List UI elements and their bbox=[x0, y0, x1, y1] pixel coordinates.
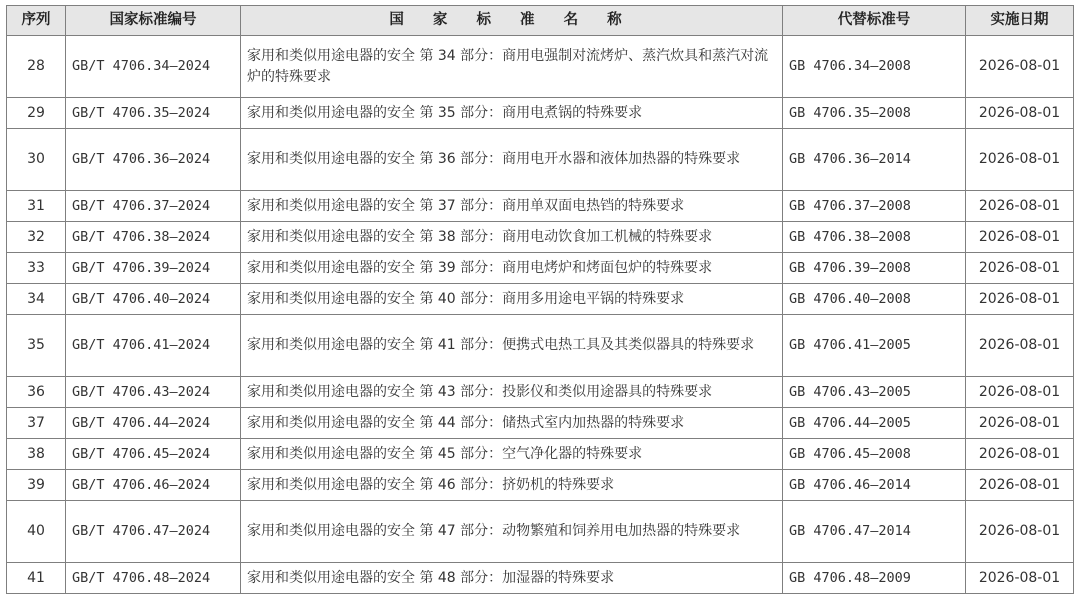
row-standard-number: GB/T 4706.38—2024 bbox=[66, 222, 241, 253]
row-seq: 35 bbox=[7, 315, 66, 377]
row-replaced-standard: GB 4706.46—2014 bbox=[783, 470, 966, 501]
row-replaced-standard: GB 4706.37—2008 bbox=[783, 191, 966, 222]
row-standard-name: 家用和类似用途电器的安全 第 39 部分：商用电烤炉和烤面包炉的特殊要求 bbox=[241, 253, 783, 284]
row-standard-name: 家用和类似用途电器的安全 第 46 部分：挤奶机的特殊要求 bbox=[241, 470, 783, 501]
row-standard-name: 家用和类似用途电器的安全 第 48 部分：加湿器的特殊要求 bbox=[241, 563, 783, 594]
header-standard-name: 国 家 标 准 名 称 bbox=[241, 6, 783, 36]
row-seq: 32 bbox=[7, 222, 66, 253]
row-replaced-standard: GB 4706.48—2009 bbox=[783, 563, 966, 594]
row-standard-name: 家用和类似用途电器的安全 第 47 部分：动物繁殖和饲养用电加热器的特殊要求 bbox=[241, 501, 783, 563]
row-implementation-date: 2026-08-01 bbox=[966, 284, 1074, 315]
header-seq: 序列 bbox=[7, 6, 66, 36]
row-seq: 38 bbox=[7, 439, 66, 470]
row-implementation-date: 2026-08-01 bbox=[966, 129, 1074, 191]
row-seq: 36 bbox=[7, 377, 66, 408]
row-implementation-date: 2026-08-01 bbox=[966, 36, 1074, 98]
row-replaced-standard: GB 4706.45—2008 bbox=[783, 439, 966, 470]
row-replaced-standard: GB 4706.39—2008 bbox=[783, 253, 966, 284]
row-seq: 41 bbox=[7, 563, 66, 594]
row-standard-name: 家用和类似用途电器的安全 第 41 部分：便携式电热工具及其类似器具的特殊要求 bbox=[241, 315, 783, 377]
table-header-row bbox=[7, 6, 1074, 36]
row-standard-number: GB/T 4706.41—2024 bbox=[66, 315, 241, 377]
header-standard-number: 国家标准编号 bbox=[66, 6, 241, 36]
row-standard-number: GB/T 4706.48—2024 bbox=[66, 563, 241, 594]
table-row bbox=[7, 563, 1074, 594]
table-row bbox=[7, 501, 1074, 563]
row-replaced-standard: GB 4706.43—2005 bbox=[783, 377, 966, 408]
row-replaced-standard: GB 4706.38—2008 bbox=[783, 222, 966, 253]
row-implementation-date: 2026-08-01 bbox=[966, 315, 1074, 377]
row-standard-name: 家用和类似用途电器的安全 第 34 部分：商用电强制对流烤炉、蒸汽炊具和蒸汽对流炉的特殊要求 bbox=[241, 36, 783, 98]
table-row bbox=[7, 191, 1074, 222]
row-standard-name: 家用和类似用途电器的安全 第 45 部分：空气净化器的特殊要求 bbox=[241, 439, 783, 470]
row-standard-name: 家用和类似用途电器的安全 第 35 部分：商用电煮锅的特殊要求 bbox=[241, 98, 783, 129]
row-replaced-standard: GB 4706.40—2008 bbox=[783, 284, 966, 315]
row-standard-number: GB/T 4706.35—2024 bbox=[66, 98, 241, 129]
row-standard-number: GB/T 4706.40—2024 bbox=[66, 284, 241, 315]
header-replaced-standard: 代替标准号 bbox=[783, 6, 966, 36]
row-standard-name: 家用和类似用途电器的安全 第 37 部分：商用单双面电热铛的特殊要求 bbox=[241, 191, 783, 222]
row-standard-number: GB/T 4706.46—2024 bbox=[66, 470, 241, 501]
row-implementation-date: 2026-08-01 bbox=[966, 222, 1074, 253]
row-standard-name: 家用和类似用途电器的安全 第 36 部分：商用电开水器和液体加热器的特殊要求 bbox=[241, 129, 783, 191]
row-seq: 39 bbox=[7, 470, 66, 501]
row-seq: 29 bbox=[7, 98, 66, 129]
row-seq: 33 bbox=[7, 253, 66, 284]
row-seq: 28 bbox=[7, 36, 66, 98]
standards-table bbox=[6, 5, 1074, 594]
table-row bbox=[7, 315, 1074, 377]
table-row bbox=[7, 253, 1074, 284]
row-seq: 37 bbox=[7, 408, 66, 439]
row-standard-number: GB/T 4706.44—2024 bbox=[66, 408, 241, 439]
row-implementation-date: 2026-08-01 bbox=[966, 253, 1074, 284]
table-row bbox=[7, 408, 1074, 439]
row-replaced-standard: GB 4706.44—2005 bbox=[783, 408, 966, 439]
row-replaced-standard: GB 4706.47—2014 bbox=[783, 501, 966, 563]
row-standard-name: 家用和类似用途电器的安全 第 40 部分：商用多用途电平锅的特殊要求 bbox=[241, 284, 783, 315]
row-standard-name: 家用和类似用途电器的安全 第 43 部分：投影仪和类似用途器具的特殊要求 bbox=[241, 377, 783, 408]
row-standard-number: GB/T 4706.34—2024 bbox=[66, 36, 241, 98]
row-standard-name: 家用和类似用途电器的安全 第 38 部分：商用电动饮食加工机械的特殊要求 bbox=[241, 222, 783, 253]
row-implementation-date: 2026-08-01 bbox=[966, 563, 1074, 594]
row-seq: 31 bbox=[7, 191, 66, 222]
row-standard-number: GB/T 4706.45—2024 bbox=[66, 439, 241, 470]
row-seq: 34 bbox=[7, 284, 66, 315]
table-row bbox=[7, 439, 1074, 470]
row-implementation-date: 2026-08-01 bbox=[966, 98, 1074, 129]
row-standard-name: 家用和类似用途电器的安全 第 44 部分：储热式室内加热器的特殊要求 bbox=[241, 408, 783, 439]
table-row bbox=[7, 284, 1074, 315]
table-row bbox=[7, 129, 1074, 191]
row-implementation-date: 2026-08-01 bbox=[966, 439, 1074, 470]
row-standard-number: GB/T 4706.43—2024 bbox=[66, 377, 241, 408]
row-standard-number: GB/T 4706.36—2024 bbox=[66, 129, 241, 191]
row-implementation-date: 2026-08-01 bbox=[966, 377, 1074, 408]
row-replaced-standard: GB 4706.34—2008 bbox=[783, 36, 966, 98]
row-implementation-date: 2026-08-01 bbox=[966, 191, 1074, 222]
header-implementation-date: 实施日期 bbox=[966, 6, 1074, 36]
row-standard-number: GB/T 4706.39—2024 bbox=[66, 253, 241, 284]
row-standard-number: GB/T 4706.37—2024 bbox=[66, 191, 241, 222]
row-seq: 40 bbox=[7, 501, 66, 563]
row-replaced-standard: GB 4706.41—2005 bbox=[783, 315, 966, 377]
row-replaced-standard: GB 4706.35—2008 bbox=[783, 98, 966, 129]
row-seq: 30 bbox=[7, 129, 66, 191]
row-standard-number: GB/T 4706.47—2024 bbox=[66, 501, 241, 563]
table-row bbox=[7, 98, 1074, 129]
row-implementation-date: 2026-08-01 bbox=[966, 408, 1074, 439]
table-row bbox=[7, 36, 1074, 98]
table-row bbox=[7, 470, 1074, 501]
row-implementation-date: 2026-08-01 bbox=[966, 470, 1074, 501]
row-replaced-standard: GB 4706.36—2014 bbox=[783, 129, 966, 191]
table-row bbox=[7, 377, 1074, 408]
table-row bbox=[7, 222, 1074, 253]
row-implementation-date: 2026-08-01 bbox=[966, 501, 1074, 563]
